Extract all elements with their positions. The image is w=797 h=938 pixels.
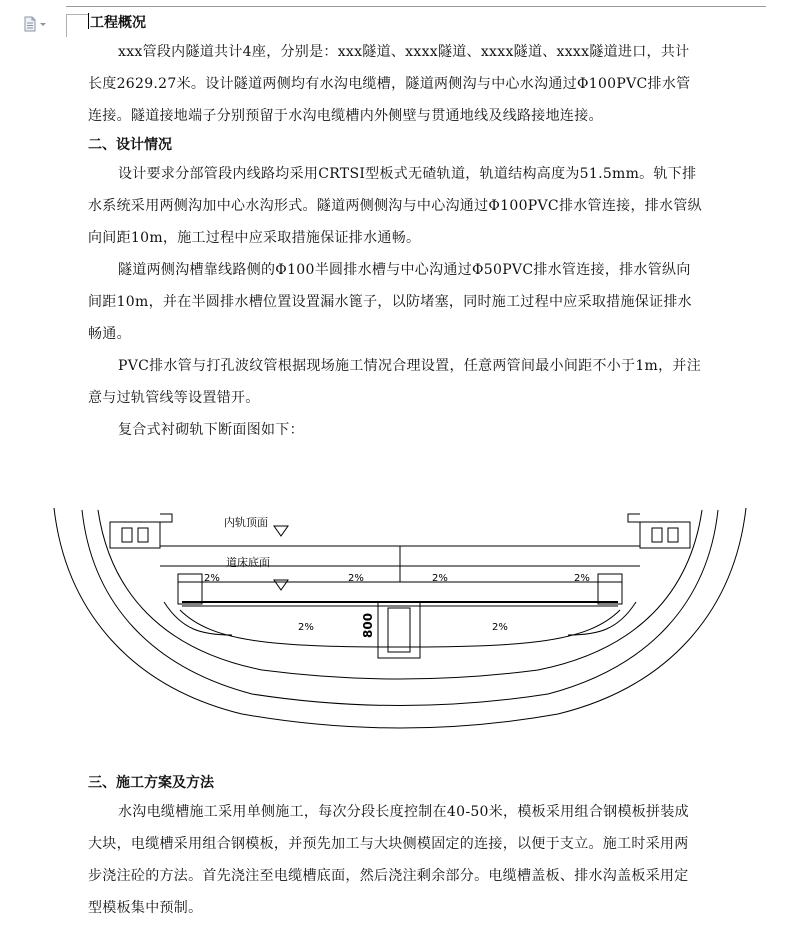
tunnel-cross-section-figure [52,502,748,732]
paragraph: 复合式衬砌轨下断面图如下： [118,422,304,438]
margin-corner-mark [66,14,89,37]
document-outline-icon[interactable] [22,16,48,32]
paragraph: 设计要求分部管段内线路均采用CRTSⅠ型板式无碴轨道，轨道结构高度为51.5mm。轨下排水系统采用两侧沟加中心水沟形式。隧道两侧侧沟与中心沟通过Φ100PVC排水管连接，排水管纵向间距10m，施工过程中应采取措施保证排水通畅。 [88,166,702,246]
slope-label: 2% [492,622,508,633]
document-page [88,10,702,446]
dimension-label: 800 [361,612,375,638]
paragraph: 隧道两侧沟槽靠线路侧的Φ100半圆排水槽与中心沟通过Φ50PVC排水管连接，排水管纵向间距10m，并在半圆排水槽位置设置漏水篦子，以防堵塞，同时施工过程中应采取措施保证排水畅通。 [88,262,692,342]
rail-top-label: 内轨顶面 [224,516,268,529]
center-drain [378,602,420,658]
right-cable-trough [640,522,690,548]
paragraph: 水沟电缆槽施工采用单侧施工，每次分段长度控制在40-50米，模板采用组合钢模板拼装成大块，电缆槽采用组合钢模板，并预先加工与大块侧模固定的连接，以便于支立。施工时采用两步浇注砼的方法。首先浇注至电缆槽底面，然后浇注剩余部分。电缆槽盖板、排水沟盖板采用定型模板集中预制。 [88,804,689,916]
bed-bottom-label: 道床底面 [226,556,270,569]
slope-label: 2% [574,573,590,584]
slope-label: 2% [204,573,220,584]
lining-inner-arc [98,510,702,679]
invert-fill-line [180,610,620,647]
text-cursor [88,13,89,29]
section-heading: 三、施工方案及方法 [88,775,214,791]
page-top-rule [66,6,766,7]
slope-label: 2% [432,573,448,584]
slope-label: 2% [348,573,364,584]
lining-outer-arc [54,508,746,728]
paragraph: xxx管段内隧道共计4座，分别是：xxx隧道、xxxx隧道、xxxx隧道、xxxx隧道进口，共计长度2629.27米。设计隧道两侧均有水沟电缆槽，隧道两侧沟与中心水沟通过Φ100PVC排水管连接。隧道接地端子分别预留于水沟电缆槽内外侧壁与贯通地线及线路接地连接。 [88,44,691,124]
paragraph: PVC排水管与打孔波纹管根据现场施工情况合理设置，任意两管间最小间距不小于1m，并注意与过轨管线等设置错开。 [88,358,702,406]
left-cable-trough [110,522,160,548]
slope-label: 2% [298,622,314,633]
section-heading: 二、设计情况 [88,137,172,153]
document-page-continued [88,770,702,924]
section-heading: 工程概况 [90,15,146,31]
